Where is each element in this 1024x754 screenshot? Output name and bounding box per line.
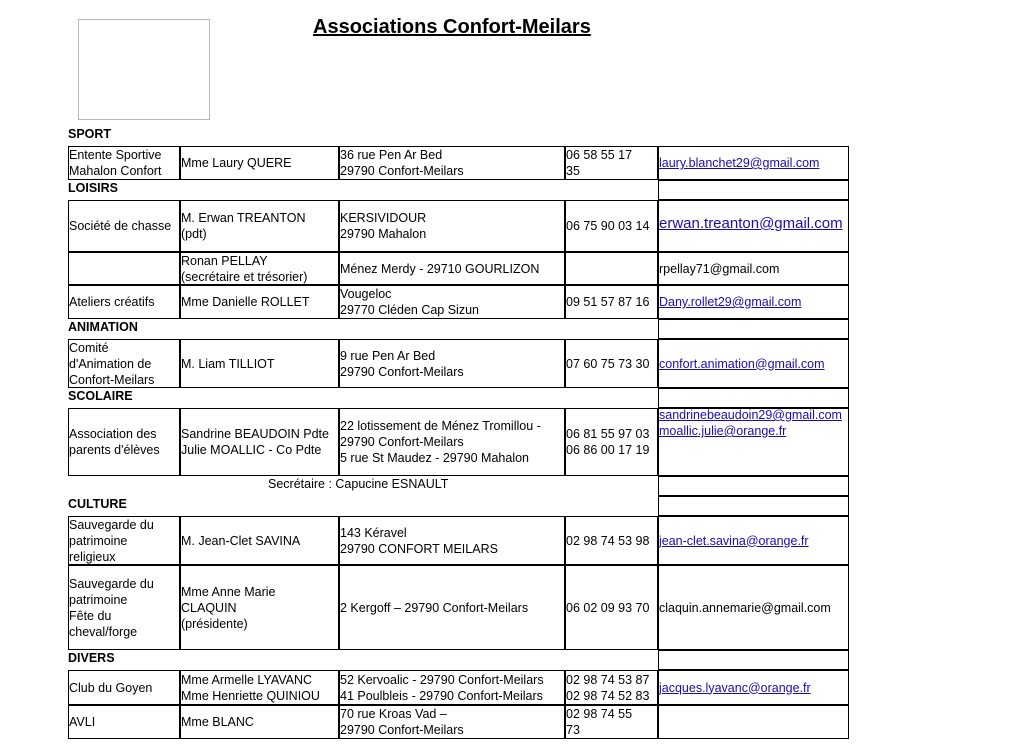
association-name: Confort-Meilars [69,372,155,387]
contact-person: Mme Anne Marie [181,584,276,599]
section-email-spacer [658,650,849,670]
email-link[interactable]: laury.blanchet29@gmail.com [659,156,820,170]
address: 5 rue St Maudez - 29790 Mahalon [340,451,530,465]
phone: 09 51 57 87 16 [566,295,650,309]
association-name: Sauvegarde du [69,517,154,532]
section-email-spacer [658,319,849,339]
logo-placeholder [78,19,210,120]
phone: 07 60 75 73 30 [566,356,650,371]
email-link: claquin.annemarie@gmail.com [659,600,831,615]
address: 29790 Mahalon [340,227,427,241]
table-cell-email [658,705,849,739]
association-name: Société de chasse [69,219,172,233]
section-heading-animation: ANIMATION [68,320,138,334]
address: 29790 Confort-Meilars [340,164,464,178]
address: 41 Poulbleis - 29790 Confort-Meilars [340,688,543,703]
address: 2 Kergoff – 29790 Confort-Meilars [340,600,529,615]
contact-person: (secrétaire et trésorier) [181,269,308,284]
section-heading-loisirs: LOISIRS [68,181,119,195]
association-name: patrimoine [69,592,128,607]
table-cell-phone [565,252,658,285]
section-heading-sport: SPORT [68,127,112,141]
association-name: Fête du [69,608,112,623]
phone: 06 86 00 17 19 [566,443,650,457]
association-name: cheval/forge [69,624,138,639]
contact-person: (présidente) [181,616,248,631]
section-heading-divers: DIVERS [68,651,115,665]
contact-person: M. Jean-Clet SAVINA [181,533,301,548]
contact-person: Julie MOALLIC - Co Pdte [181,443,322,457]
secretary-email-spacer [658,476,849,496]
phone: 06 58 55 17 [566,148,633,162]
phone: 35 [566,164,580,178]
association-name: patrimoine [69,533,128,548]
email-link[interactable]: jacques.lyavanc@orange.fr [659,680,811,695]
phone: 73 [566,723,580,737]
address: KERSIVIDOUR [340,211,427,225]
phone: 06 75 90 03 14 [566,219,650,233]
email-link[interactable]: erwan.treanton@gmail.com [659,215,843,232]
address: 29770 Cléden Cap Sizun [340,303,479,317]
address: 29790 Confort-Meilars [340,723,464,737]
section-heading-scolaire: SCOLAIRE [68,389,133,403]
contact-person: Mme BLANC [181,715,254,729]
association-name: parents d'élèves [69,443,160,457]
address: 29790 Confort-Meilars [340,364,464,379]
section-email-spacer [658,180,849,200]
phone: 02 98 74 52 83 [566,688,650,703]
address: 52 Kervoalic - 29790 Confort-Meilars [340,672,544,687]
association-name: Entente Sportive [69,148,162,162]
contact-person: Mme Henriette QUINIOU [181,688,320,703]
contact-person: Mme Laury QUERE [181,156,292,170]
address: 22 lotissement de Ménez Tromillou - [340,419,541,433]
address: 29790 CONFORT MEILARS [340,541,498,556]
address: Vougeloc [340,287,392,301]
association-name: d'Animation de [69,356,152,371]
email-link[interactable]: Dany.rollet29@gmail.com [659,295,802,309]
association-name: Ateliers créatifs [69,295,155,309]
association-name: Association des [69,427,157,441]
address: 9 rue Pen Ar Bed [340,348,436,363]
contact-person: CLAQUIN [181,600,237,615]
table-cell-association-name [68,252,180,285]
association-name: Comité [69,340,109,355]
email-link[interactable]: sandrinebeaudoin29@gmail.com [659,408,842,422]
phone: 06 81 55 97 03 [566,427,650,441]
contact-person: M. Erwan TREANTON [181,211,306,225]
address: 143 Kéravel [340,525,407,540]
email-link: rpellay71@gmail.com [659,261,780,276]
contact-person: Mme Armelle LYAVANC [181,672,313,687]
email-link[interactable]: moallic.julie@orange.fr [659,424,787,438]
contact-person: Sandrine BEAUDOIN Pdte [181,427,329,441]
section-heading-culture: CULTURE [68,497,127,511]
association-name: religieux [69,549,116,564]
email-link[interactable]: confort.animation@gmail.com [659,356,825,371]
contact-person: Mme Danielle ROLLET [181,295,310,309]
contact-person: M. Liam TILLIOT [181,356,275,371]
contact-person: Ronan PELLAY [181,253,268,268]
secretary-line: Secrétaire : Capucine ESNAULT [268,477,449,491]
section-email-spacer [658,496,849,516]
association-name: Mahalon Confort [69,164,162,178]
phone: 02 98 74 55 [566,707,633,721]
phone: 02 98 74 53 98 [566,533,650,548]
association-name: AVLI [69,715,96,729]
association-name: Club du Goyen [69,680,153,695]
address: Ménez Merdy - 29710 GOURLIZON [340,261,540,276]
phone: 06 02 09 93 70 [566,600,650,615]
document-title: Associations Confort-Meilars [313,16,591,38]
contact-person: (pdt) [181,227,207,241]
association-name: Sauvegarde du [69,576,154,591]
address: 70 rue Kroas Vad – [340,707,447,721]
address: 29790 Confort-Meilars [340,435,464,449]
address: 36 rue Pen Ar Bed [340,148,443,162]
phone: 02 98 74 53 87 [566,672,650,687]
email-link[interactable]: jean-clet.savina@orange.fr [659,533,809,548]
section-email-spacer [658,388,849,408]
